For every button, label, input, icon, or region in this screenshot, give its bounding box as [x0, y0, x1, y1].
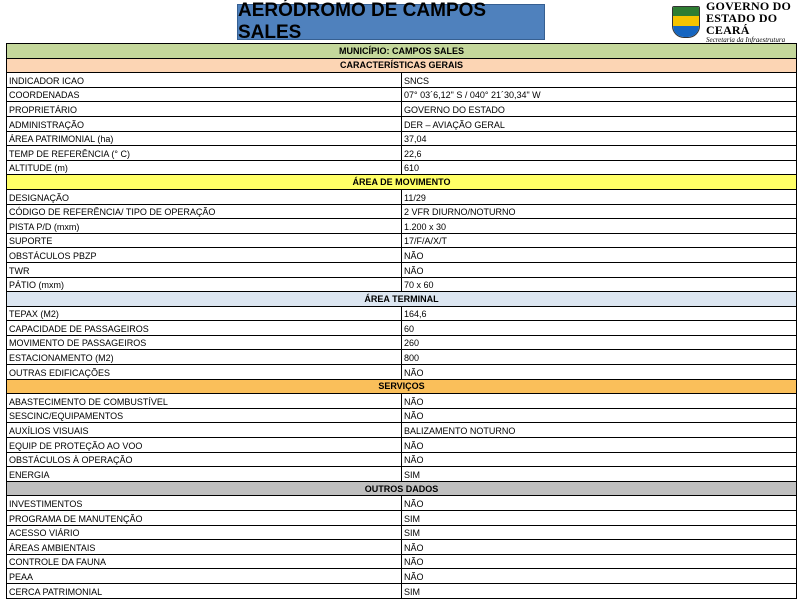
field-label: INVESTIMENTOS: [7, 496, 402, 511]
field-value: 17/F/A/X/T: [402, 233, 797, 248]
field-value: NÃO: [402, 496, 797, 511]
field-label: ENERGIA: [7, 467, 402, 482]
table-row: [7, 73, 797, 88]
table-row: [7, 219, 797, 234]
field-label: ABASTECIMENTO DE COMBUSTÍVEL: [7, 394, 402, 409]
field-label: OUTRAS EDIFICAÇÕES: [7, 365, 402, 380]
field-value: SNCS: [402, 73, 797, 88]
field-label: PISTA P/D (mxm): [7, 219, 402, 234]
section-title: OUTROS DADOS: [7, 481, 797, 496]
field-value: NÃO: [402, 540, 797, 555]
table-row: [7, 408, 797, 423]
table-row: [7, 540, 797, 555]
field-value: 07° 03´6,12" S / 040° 21´30,34" W: [402, 87, 797, 102]
section-title: CARACTERÍSTICAS GERAIS: [7, 58, 797, 73]
logo-line-3: Secretaria da Infraestrutura: [706, 36, 786, 44]
field-value: 164,6: [402, 306, 797, 321]
page-title: AERÓDROMO DE CAMPOS SALES: [237, 4, 545, 40]
field-label: CÓDIGO DE REFERÊNCIA/ TIPO DE OPERAÇÃO: [7, 204, 402, 219]
field-label: AUXÍLIOS VISUAIS: [7, 423, 402, 438]
field-label: INDICADOR ICAO: [7, 73, 402, 88]
section-title: ÁREA TERMINAL: [7, 292, 797, 307]
municipio-label: MUNICÍPIO: CAMPOS SALES: [7, 44, 797, 59]
field-label: SUPORTE: [7, 233, 402, 248]
field-label: PÁTIO (mxm): [7, 277, 402, 292]
table-row: [7, 554, 797, 569]
field-label: COORDENADAS: [7, 87, 402, 102]
field-label: MOVIMENTO DE PASSAGEIROS: [7, 335, 402, 350]
field-label: OBSTÁCULOS À OPERAÇÃO: [7, 452, 402, 467]
aerodrome-data-table: [6, 43, 797, 599]
field-value: 37,04: [402, 131, 797, 146]
table-row: [7, 146, 797, 161]
table-row: [7, 233, 797, 248]
section-header-row: [7, 379, 797, 394]
table-row: [7, 394, 797, 409]
field-value: 11/29: [402, 189, 797, 204]
field-value: SIM: [402, 583, 797, 598]
municipio-row: [7, 44, 797, 59]
field-value: NÃO: [402, 365, 797, 380]
table-row: [7, 306, 797, 321]
table-row: [7, 160, 797, 175]
field-value: 60: [402, 321, 797, 336]
section-header-row: [7, 58, 797, 73]
logo-line-1: GOVERNO DO: [706, 0, 792, 13]
table-row: [7, 511, 797, 526]
field-value: 260: [402, 335, 797, 350]
field-label: DESIGNAÇÃO: [7, 189, 402, 204]
field-value: 1.200 x 30: [402, 219, 797, 234]
field-value: NÃO: [402, 554, 797, 569]
field-label: PEAA: [7, 569, 402, 584]
table-row: [7, 102, 797, 117]
table-row: [7, 87, 797, 102]
table-row: [7, 277, 797, 292]
section-title: ÁREA DE MOVIMENTO: [7, 175, 797, 190]
field-value: GOVERNO DO ESTADO: [402, 102, 797, 117]
field-label: ACESSO VIÁRIO: [7, 525, 402, 540]
table-row: [7, 189, 797, 204]
field-value: 70 x 60: [402, 277, 797, 292]
field-value: NÃO: [402, 438, 797, 453]
field-value: 22,6: [402, 146, 797, 161]
logo-line-2: ESTADO DO CEARÁ: [706, 11, 778, 37]
field-label: CONTROLE DA FAUNA: [7, 554, 402, 569]
field-value: SIM: [402, 467, 797, 482]
field-label: ALTITUDE (m): [7, 160, 402, 175]
field-value: BALIZAMENTO NOTURNO: [402, 423, 797, 438]
field-label: TEPAX (M2): [7, 306, 402, 321]
field-value: NÃO: [402, 569, 797, 584]
field-value: NÃO: [402, 408, 797, 423]
table-row: [7, 248, 797, 263]
table-row: [7, 350, 797, 365]
section-header-row: [7, 481, 797, 496]
government-logo: [672, 0, 796, 44]
table-row: [7, 452, 797, 467]
section-title: SERVIÇOS: [7, 379, 797, 394]
table-row: [7, 204, 797, 219]
table-row: [7, 131, 797, 146]
table-row: [7, 525, 797, 540]
table-row: [7, 438, 797, 453]
section-header-row: [7, 292, 797, 307]
table-row: [7, 262, 797, 277]
field-label: SESCINC/EQUIPAMENTOS: [7, 408, 402, 423]
field-value: NÃO: [402, 262, 797, 277]
field-label: PROGRAMA DE MANUTENÇÃO: [7, 511, 402, 526]
table-row: [7, 116, 797, 131]
field-value: 800: [402, 350, 797, 365]
field-label: ADMINISTRAÇÃO: [7, 116, 402, 131]
field-value: SIM: [402, 525, 797, 540]
state-crest-icon: [672, 6, 700, 38]
table-row: [7, 321, 797, 336]
table-row: [7, 335, 797, 350]
table-row: [7, 365, 797, 380]
field-label: TWR: [7, 262, 402, 277]
field-value: SIM: [402, 511, 797, 526]
table-row: [7, 569, 797, 584]
field-value: 2 VFR DIURNO/NOTURNO: [402, 204, 797, 219]
field-label: PROPRIETÁRIO: [7, 102, 402, 117]
field-label: ÁREAS AMBIENTAIS: [7, 540, 402, 555]
field-label: ÁREA PATRIMONIAL (ha): [7, 131, 402, 146]
table-row: [7, 583, 797, 598]
table-row: [7, 423, 797, 438]
field-value: DER – AVIAÇÃO GERAL: [402, 116, 797, 131]
field-value: 610: [402, 160, 797, 175]
field-label: CAPACIDADE DE PASSAGEIROS: [7, 321, 402, 336]
field-label: OBSTÁCULOS PBZP: [7, 248, 402, 263]
table-row: [7, 496, 797, 511]
field-label: CERCA PATRIMONIAL: [7, 583, 402, 598]
field-label: TEMP DE REFERÊNCIA (° C): [7, 146, 402, 161]
field-value: NÃO: [402, 394, 797, 409]
section-header-row: [7, 175, 797, 190]
field-value: NÃO: [402, 452, 797, 467]
field-label: EQUIP DE PROTEÇÃO AO VOO: [7, 438, 402, 453]
field-value: NÃO: [402, 248, 797, 263]
table-row: [7, 467, 797, 482]
field-label: ESTACIONAMENTO (M2): [7, 350, 402, 365]
